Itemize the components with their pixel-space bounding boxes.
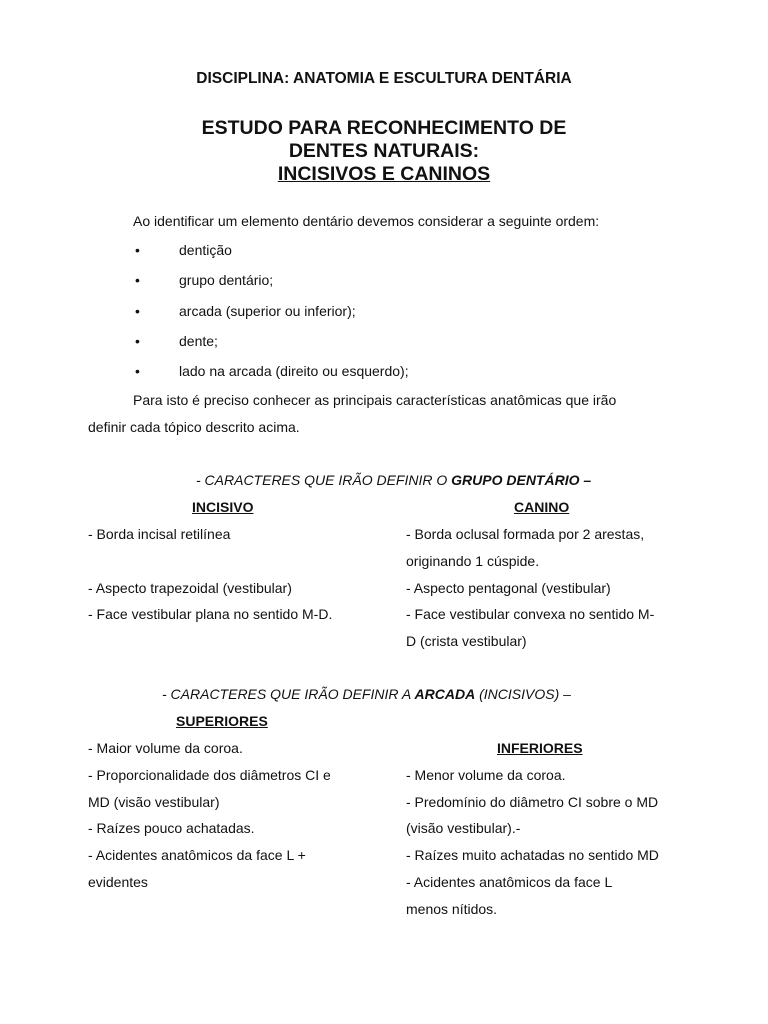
canino-item: - Face vestibular convexa no sentido M-	[406, 606, 655, 622]
canino-item: - Aspecto pentagonal (vestibular)	[406, 580, 611, 596]
title-line-1: ESTUDO PARA RECONHECIMENTO DE	[201, 117, 567, 139]
incisivo-item: - Aspecto trapezoidal (vestibular)	[88, 580, 292, 596]
column-header-canino: CANINO	[514, 499, 570, 515]
inferiores-item: menos nítidos.	[406, 901, 498, 917]
paragraph-line-2: definir cada tópico descrito acima.	[88, 419, 300, 435]
list-item: arcada (superior ou inferior);	[179, 303, 356, 319]
superiores-item: - Proporcionalidade dos diâmetros CI e	[88, 767, 331, 783]
canino-item: - Borda oclusal formada por 2 arestas,	[406, 526, 645, 542]
inferiores-item: - Menor volume da coroa.	[406, 767, 566, 783]
section2-heading-prefix: - CARACTERES QUE IRÃO DEFINIR A	[162, 686, 415, 702]
inferiores-item: - Acidentes anatômicos da face L	[406, 874, 613, 890]
bullet-icon: •	[135, 303, 140, 319]
superiores-item: evidentes	[88, 874, 148, 890]
superiores-item: - Raízes pouco achatadas.	[88, 820, 255, 836]
list-item: dentição	[179, 242, 232, 258]
section2-heading-bold: ARCADA	[414, 686, 476, 702]
column-header-inferiores: INFERIORES	[497, 740, 583, 756]
bullet-icon: •	[135, 272, 140, 288]
incisivo-item: - Borda incisal retilínea	[88, 526, 231, 542]
column-header-incisivo: INCISIVO	[192, 499, 254, 515]
list-item: dente;	[179, 333, 218, 349]
column-header-superiores: SUPERIORES	[176, 713, 268, 729]
section2-heading	[162, 685, 571, 703]
bullet-icon: •	[135, 242, 140, 258]
inferiores-item: (visão vestibular).-	[406, 820, 521, 836]
superiores-item: - Acidentes anatômicos da face L +	[88, 847, 306, 863]
section1-heading-prefix: - CARACTERES QUE IRÃO DEFINIR O	[196, 472, 452, 488]
list-item: lado na arcada (direito ou esquerdo);	[179, 363, 409, 379]
section2-heading-suffix: (INCISIVOS) –	[475, 686, 571, 702]
paragraph-line-1: Para isto é preciso conhecer as principais características anatômicas que irão	[133, 392, 617, 408]
inferiores-item: - Predomínio do diâmetro CI sobre o MD	[406, 794, 659, 810]
section1-heading-bold: GRUPO DENTÁRIO –	[451, 472, 592, 488]
superiores-item: MD (visão vestibular)	[88, 794, 220, 810]
discipline-heading: DISCIPLINA: ANATOMIA E ESCULTURA DENTÁRIA	[196, 70, 572, 87]
bullet-icon: •	[135, 363, 140, 379]
canino-item: originando 1 cúspide.	[406, 553, 540, 569]
title-line-3: INCISIVOS E CANINOS	[277, 163, 491, 185]
inferiores-item: - Raízes muito achatadas no sentido MD	[406, 847, 659, 863]
incisivo-item: - Face vestibular plana no sentido M-D.	[88, 606, 333, 622]
canino-item: D (crista vestibular)	[406, 633, 527, 649]
title-line-2: DENTES NATURAIS:	[288, 140, 480, 162]
section1-heading	[196, 471, 591, 489]
intro-text: Ao identificar um elemento dentário devemos considerar a seguinte ordem:	[133, 213, 600, 229]
list-item: grupo dentário;	[179, 272, 274, 288]
bullet-icon: •	[135, 333, 140, 349]
superiores-item: - Maior volume da coroa.	[88, 740, 243, 756]
